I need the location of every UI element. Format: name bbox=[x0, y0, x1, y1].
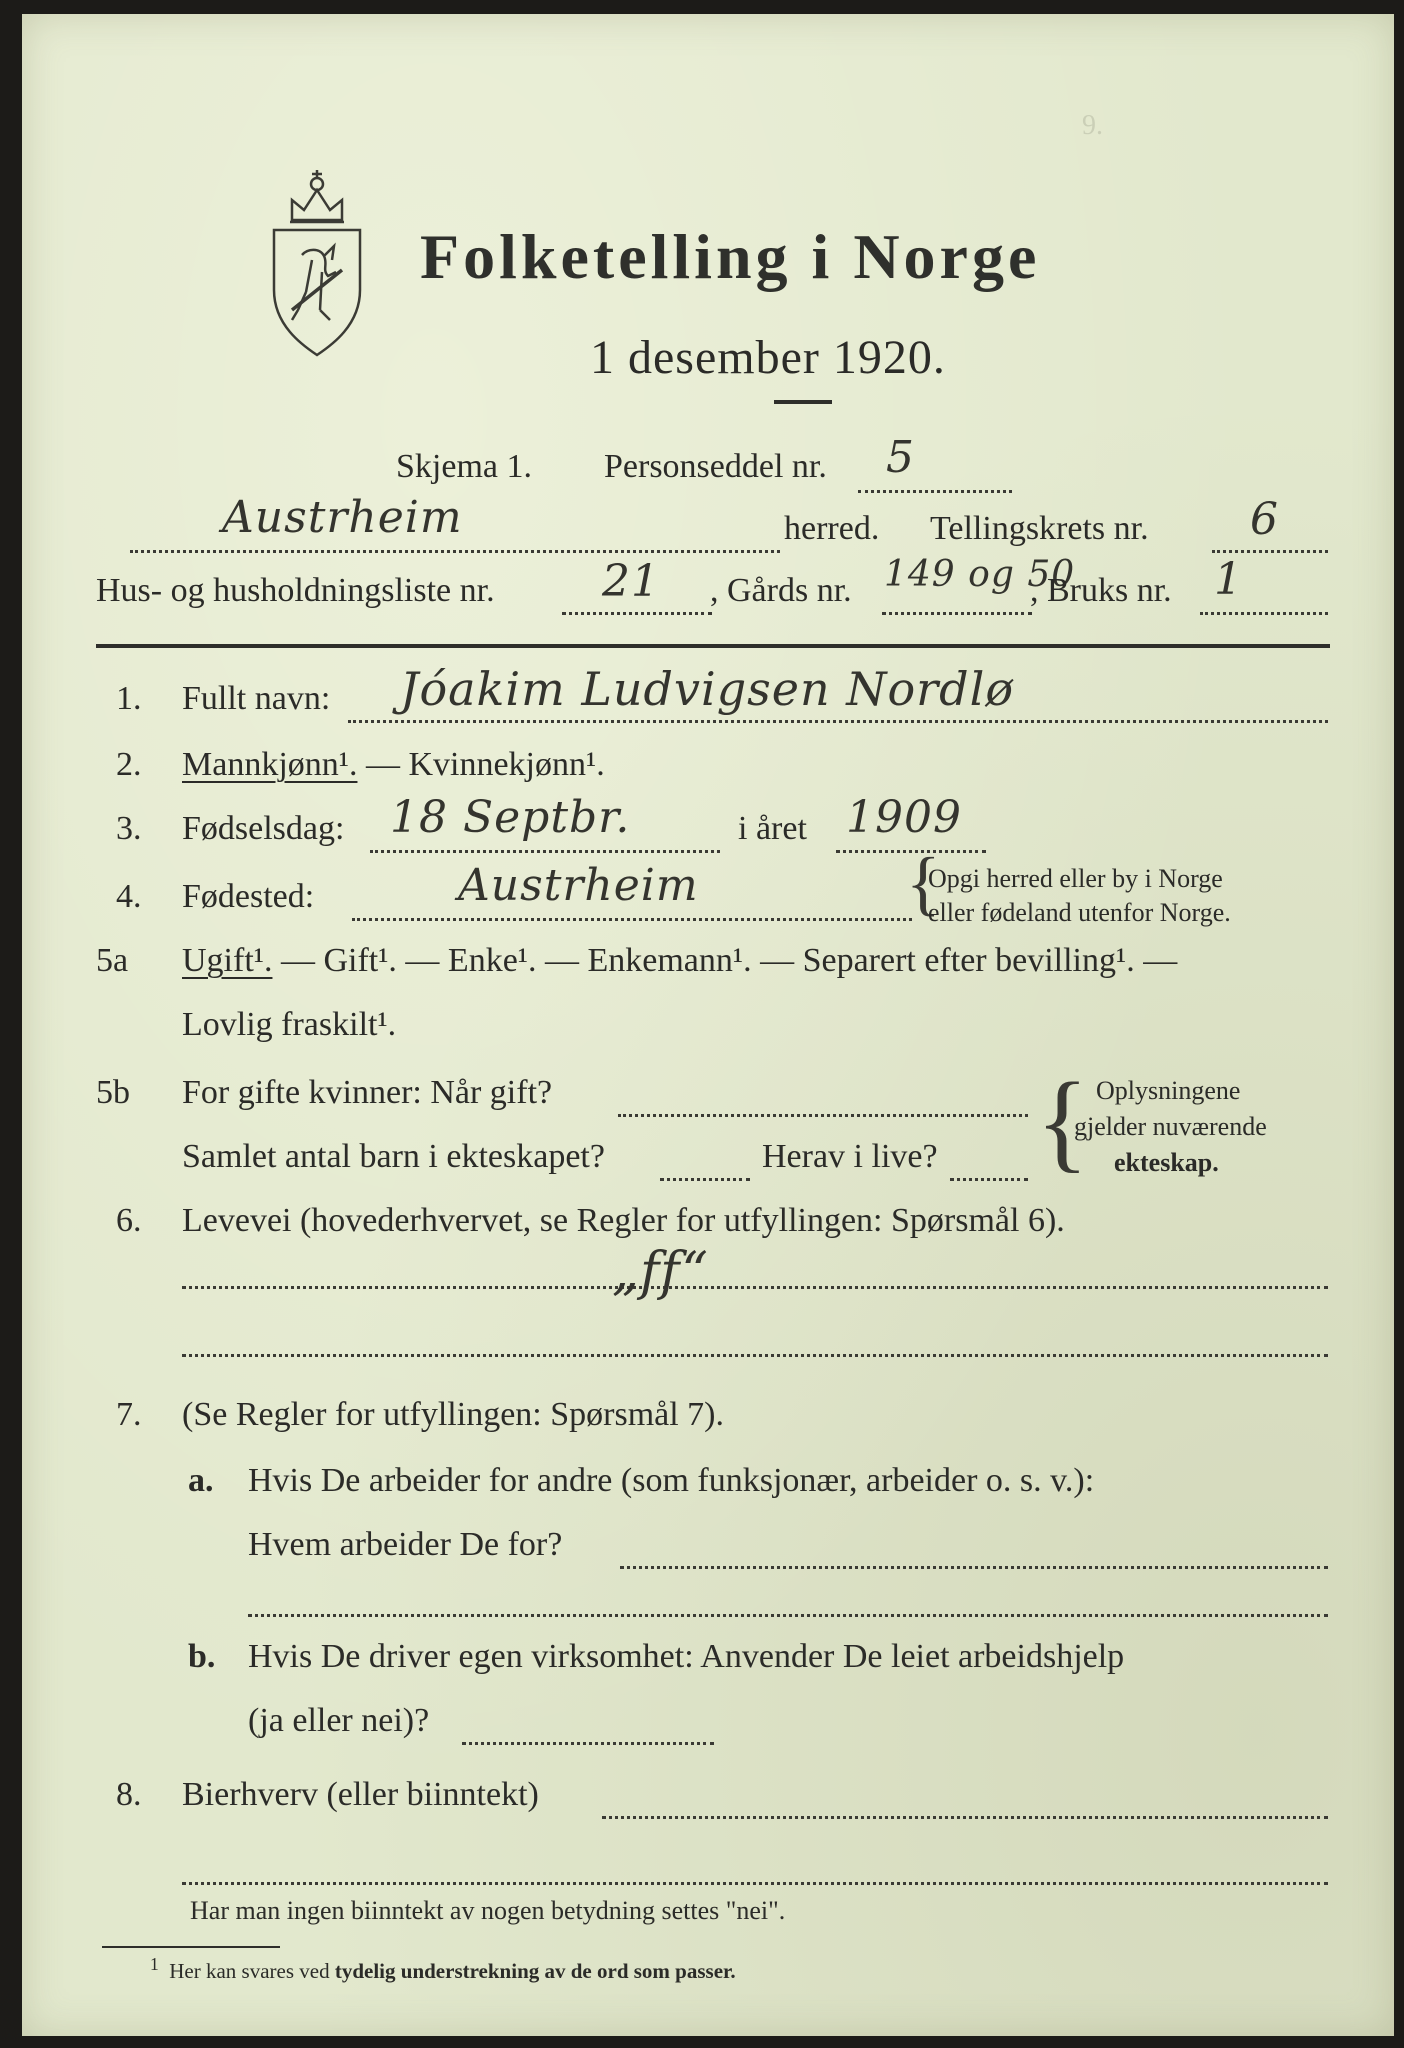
q5a-number: 5a bbox=[96, 942, 129, 979]
q5b-alive-field-line bbox=[950, 1178, 1028, 1181]
footnote bbox=[150, 1954, 736, 1984]
tellingskrets-field-line bbox=[1212, 550, 1328, 553]
gards-field-line bbox=[882, 612, 1032, 615]
q4-note-line1: Opgi herred eller by i Norge bbox=[928, 864, 1223, 893]
gards-label: , Gårds nr. bbox=[710, 572, 852, 609]
title-divider bbox=[774, 400, 832, 404]
gards-value[interactable]: 149 og 50 bbox=[884, 554, 1076, 595]
footnote-text-emphasis: tydelig understrekning av de ord som passer. bbox=[334, 1959, 736, 1983]
q7a-question: Hvis De arbeider for andre (som funksjonær, arbeider o. s. v.): bbox=[248, 1462, 1095, 1499]
q3-year-value[interactable]: 1909 bbox=[846, 792, 962, 843]
footnote-text-start: Her kan svares ved bbox=[169, 1959, 335, 1983]
q8-extra-field-line bbox=[182, 1882, 1328, 1885]
form-title: Folketelling i Norge bbox=[420, 221, 1041, 292]
q7b-question: Hvis De driver egen virksomhet: Anvender De leiet arbeidshjelp bbox=[248, 1638, 1125, 1675]
q7-number: 7. bbox=[116, 1396, 142, 1433]
q1-label: Fullt navn: bbox=[182, 680, 331, 717]
herred-value[interactable]: Austrheim bbox=[222, 492, 463, 543]
personseddel-field-line bbox=[858, 490, 1012, 493]
q5b-married-when-label: For gifte kvinner: Når gift? bbox=[182, 1074, 553, 1111]
q8-number: 8. bbox=[116, 1776, 142, 1813]
q7b-ja-nei-label: (ja eller nei)? bbox=[248, 1702, 430, 1739]
q8-field-line bbox=[602, 1816, 1328, 1819]
q2-kvinnekjonn-option[interactable]: Kvinnekjønn¹. bbox=[408, 746, 605, 783]
q2-separator: — bbox=[357, 746, 409, 783]
q4-note-line2: eller fødeland utenfor Norge. bbox=[928, 898, 1231, 927]
header-rule bbox=[96, 644, 1330, 648]
q3-birthday-value[interactable]: 18 Septbr. bbox=[390, 792, 631, 843]
q7a-extra-field-line bbox=[248, 1614, 1328, 1617]
q7a-letter: a. bbox=[188, 1462, 214, 1499]
coat-of-arms-icon bbox=[262, 160, 372, 360]
q6-label: Levevei (hovederhvervet, se Regler for utfyllingen: Spørsmål 6). bbox=[182, 1202, 1065, 1239]
q7-label: (Se Regler for utfyllingen: Spørsmål 7). bbox=[182, 1396, 725, 1433]
q4-label: Fødested: bbox=[182, 878, 315, 915]
q5b-note-line2: gjelder nuværende bbox=[1074, 1112, 1267, 1141]
q6-number: 6. bbox=[116, 1202, 142, 1239]
husholdningsliste-label: Hus- og husholdningsliste nr. bbox=[96, 572, 495, 609]
q7b-letter: b. bbox=[188, 1638, 216, 1675]
bleed-through-text: 9. bbox=[1082, 110, 1103, 141]
husholdningsliste-field-line bbox=[562, 612, 712, 615]
tellingskrets-label: Tellingskrets nr. bbox=[930, 510, 1149, 547]
q2-mannkjonn-option[interactable]: Mannkjønn¹. bbox=[182, 746, 358, 783]
q5a-status-line bbox=[182, 942, 1177, 980]
q7a-employer-label: Hvem arbeider De for? bbox=[248, 1526, 563, 1563]
q2-gender-line bbox=[182, 746, 605, 784]
q1-full-name-value[interactable]: Jóakim Ludvigsen Nordlø bbox=[400, 662, 1015, 716]
q1-field-line bbox=[348, 720, 1328, 723]
q5b-note-line3: ekteskap. bbox=[1114, 1148, 1219, 1177]
q3-number: 3. bbox=[116, 810, 142, 847]
husholdningsliste-value[interactable]: 21 bbox=[602, 556, 660, 607]
q5b-number: 5b bbox=[96, 1074, 130, 1111]
q5a-other-options[interactable]: — Gift¹. — Enke¹. — Enkemann¹. — Separert efter bevilling¹. — bbox=[272, 942, 1178, 979]
q5b-note-brace: { bbox=[1036, 1060, 1089, 1182]
q3-label: Fødselsdag: bbox=[182, 810, 345, 847]
q5b-married-when-field-line bbox=[618, 1114, 1028, 1117]
q7a-employer-field-line bbox=[620, 1566, 1328, 1569]
footnote-rule bbox=[102, 1946, 280, 1948]
bruks-label: , Bruks nr. bbox=[1030, 572, 1172, 609]
footnote-mark: 1 bbox=[150, 1954, 159, 1974]
q2-number: 2. bbox=[116, 746, 142, 783]
q5b-note-line1: Oplysningene bbox=[1096, 1076, 1241, 1105]
q4-birthplace-value[interactable]: Austrheim bbox=[458, 860, 699, 911]
tellingskrets-value[interactable]: 6 bbox=[1250, 494, 1279, 545]
schema-label: Skjema 1. bbox=[396, 448, 532, 485]
census-form-sheet bbox=[22, 14, 1394, 2036]
q1-number: 1. bbox=[116, 680, 142, 717]
biinntekt-note: Har man ingen biinntekt av nogen betydning settes "nei". bbox=[190, 1896, 786, 1925]
form-date: 1 desember 1920. bbox=[590, 331, 946, 384]
q4-number: 4. bbox=[116, 878, 142, 915]
q6-field-line-1 bbox=[182, 1286, 1328, 1289]
q4-note-brace: { bbox=[906, 843, 941, 923]
q3-day-field-line bbox=[370, 850, 720, 853]
q8-label: Bierhverv (eller biinntekt) bbox=[182, 1776, 539, 1813]
q3-year-label: i året bbox=[738, 810, 807, 847]
q4-field-line bbox=[352, 918, 912, 921]
herred-field-line bbox=[130, 550, 780, 553]
q5a-ugift-option[interactable]: Ugift¹. bbox=[182, 942, 273, 979]
bruks-field-line bbox=[1200, 612, 1328, 615]
bruks-value[interactable]: 1 bbox=[1214, 554, 1243, 605]
q6-field-line-2 bbox=[182, 1354, 1328, 1357]
q7b-field-line bbox=[462, 1742, 714, 1745]
herred-label: herred. bbox=[784, 510, 880, 547]
q5b-children-label: Samlet antal barn i ekteskapet? bbox=[182, 1138, 605, 1175]
q6-occupation-value[interactable]: „ff“ bbox=[612, 1242, 709, 1302]
personseddel-value[interactable]: 5 bbox=[886, 432, 915, 483]
personseddel-label: Personseddel nr. bbox=[604, 448, 827, 485]
q5b-children-field-line bbox=[660, 1178, 750, 1181]
q5b-alive-label: Herav i live? bbox=[762, 1138, 938, 1175]
q5a-fraskilt-option[interactable]: Lovlig fraskilt¹. bbox=[182, 1006, 397, 1043]
